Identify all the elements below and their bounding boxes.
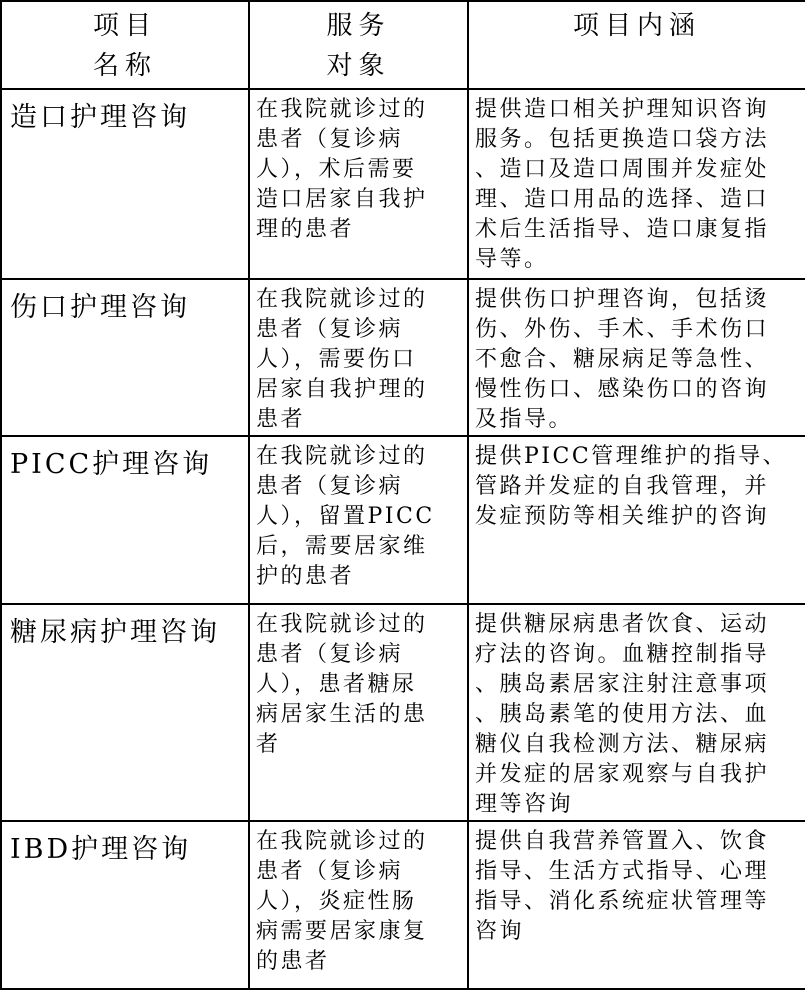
service-target-line: 后，需要居家维 [256,534,428,559]
header-content: 项目内涵 [468,1,805,89]
item-name-cell: IBD护理咨询 [1,821,249,989]
service-target-line: 患者（复诊病 [256,859,404,884]
service-target-line: 在我院就诊过的 [256,444,428,469]
service-target-line: 患者（复诊病 [256,127,404,152]
item-content-line: 服务。包括更换造口袋方法 [475,127,770,152]
service-target-line: 人），需要伤口 [256,347,417,372]
item-content-line: 、胰岛素笔的使用方法、血 [475,702,770,727]
item-content-line: 术后生活指导、造口康复指 [475,217,770,242]
service-target-line: 者 [256,732,281,757]
item-content-cell [468,436,805,604]
table-row [1,279,805,436]
item-content-line: 、胰岛素居家注射注意事项 [475,672,770,697]
table-row [1,604,805,821]
service-target-line: 人），术后需要 [256,157,417,182]
item-content-cell [468,89,805,279]
service-target-line: 居家自我护理的 [256,377,428,402]
service-target-cell [249,821,468,989]
item-name-cell: 造口护理咨询 [1,89,249,279]
service-target-cell [249,604,468,821]
item-content-line: 发症预防等相关维护的咨询 [475,504,770,529]
table-row [1,436,805,604]
service-target-line: 在我院就诊过的 [256,829,428,854]
item-name-cell: 伤口护理咨询 [1,279,249,436]
service-target-line: 在我院就诊过的 [256,97,428,122]
item-content-line: 不愈合、糖尿病足等急性、 [475,347,770,372]
table-row [1,821,805,989]
service-target-line: 患者（复诊病 [256,642,404,667]
item-content-line: 管路并发症的自我管理，并 [475,474,770,499]
table-row [1,89,805,279]
service-target-line: 在我院就诊过的 [256,612,428,637]
service-target-cell [249,436,468,604]
item-content-line: 理、造口用品的选择、造口 [475,187,770,212]
service-target-line: 患者（复诊病 [256,474,404,499]
item-content-line: 慢性伤口、感染伤口的咨询 [475,377,770,402]
item-content-line: 提供糖尿病患者饮食、运动 [475,612,770,637]
service-target-line: 在我院就诊过的 [256,287,428,312]
item-content-cell [468,604,805,821]
item-content-line: 、造口及造口周围并发症处 [475,157,770,182]
service-target-cell [249,279,468,436]
service-target-line: 患者 [256,407,306,432]
item-content-line: 提供造口相关护理知识咨询 [475,97,770,122]
item-content-line: 伤、外伤、手术、手术伤口 [475,317,770,342]
item-content-line: 及指导。 [475,407,574,432]
item-content-line: 导等。 [475,247,549,272]
item-content-line: 提供PICC管理维护的指导、 [475,444,788,469]
header-target: 服务 对象 [249,1,468,89]
item-content-cell [468,821,805,989]
header-row [1,1,805,89]
service-target-line: 病需要居家康复 [256,919,428,944]
item-content-line: 糖仪自我检测方法、糖尿病 [475,732,770,757]
item-content-line: 理等咨询 [475,792,574,817]
item-name-cell: 糖尿病护理咨询 [1,604,249,821]
service-target-line: 人），患者糖尿 [256,672,417,697]
item-content-line: 疗法的咨询。血糖控制指导 [475,642,770,667]
header-name: 项目 名称 [1,1,249,89]
item-content-line: 指导、消化系统症状管理等 [475,889,770,914]
service-target-line: 病居家生活的患 [256,702,428,727]
service-target-line: 患者（复诊病 [256,317,404,342]
service-target-line: 理的患者 [256,217,355,242]
service-target-line: 人），炎症性肠 [256,889,417,914]
service-target-line: 护的患者 [256,564,355,589]
service-target-line: 人），留置PICC [256,504,435,529]
item-name-cell: PICC护理咨询 [1,436,249,604]
item-content-line: 咨询 [475,919,525,944]
item-content-line: 提供自我营养管置入、饮食 [475,829,770,854]
service-target-line: 的患者 [256,949,330,974]
service-target-cell [249,89,468,279]
service-target-line: 造口居家自我护 [256,187,428,212]
item-content-line: 指导、生活方式指导、心理 [475,859,770,884]
item-content-line: 并发症的居家观察与自我护 [475,762,770,787]
item-content-line: 提供伤口护理咨询，包括烫 [475,287,770,312]
item-content-cell [468,279,805,436]
